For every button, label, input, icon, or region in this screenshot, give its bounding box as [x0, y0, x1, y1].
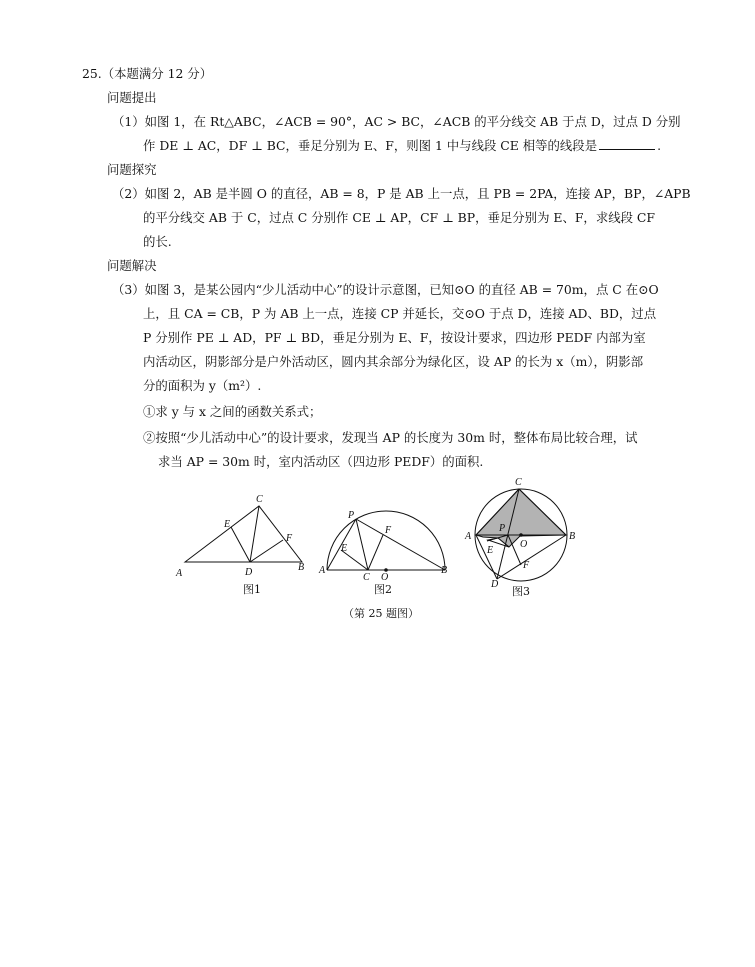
q3-line-3: P 分别作 PE ⊥ AD，PF ⊥ BD，垂足分别为 E、F，按设计要求，四边形 PEDF 内部为室	[143, 330, 646, 345]
fig2-caption: 图2	[374, 583, 392, 596]
fig3-label-f: F	[523, 560, 530, 571]
q3-line-4: 内活动区，阴影部分是户外活动区，圆内其余部分为绿化区，设 AP 的长为 x（m），阴影部	[143, 354, 644, 369]
fig1-label-e: E	[224, 519, 231, 530]
fig3-caption: 图3	[512, 585, 530, 598]
fig2-segment-cf	[368, 535, 383, 570]
fig1-label-a: A	[176, 568, 183, 579]
section-title-1: 问题提出	[107, 90, 157, 105]
fig2-label-b: B	[441, 565, 448, 576]
fig3-label-p: P	[499, 523, 506, 534]
fig1-label-d: D	[245, 567, 253, 578]
section-title-2: 问题探究	[107, 162, 157, 177]
q3-sub-2-line-2: 求当 AP = 30m 时，室内活动区（四边形 PEDF）的面积.	[158, 454, 484, 469]
q2-line-2: 的平分线交 AB 于 C，过点 C 分别作 CE ⊥ AP，CF ⊥ BP，垂足分别为 E、F，求线段 CF	[143, 210, 656, 225]
q2-line-1: （2）如图 2，AB 是半圆 O 的直径，AB = 8，P 是 AB 上一点，且 PB = 2PA，连接 AP，BP，∠APB	[112, 186, 691, 201]
fig2-label-a: A	[319, 565, 326, 576]
q1-line-2-text: 作 DE ⊥ AC，DF ⊥ BC，垂足分别为 E、F，则图 1 中与线段 CE 相等的线段是	[143, 138, 598, 153]
figure-1-labels	[175, 494, 304, 596]
fig3-label-c: C	[515, 477, 522, 488]
fig2-label-e: E	[341, 543, 348, 554]
fig1-label-f: F	[286, 533, 293, 544]
fig3-label-e: E	[487, 545, 494, 556]
figure-2-labels	[318, 510, 447, 596]
fig1-triangle-abc	[185, 506, 302, 562]
figure-2	[327, 511, 445, 570]
fig3-label-d: D	[491, 579, 499, 590]
q3-sub-2-line-1: ②按照“少儿活动中心”的设计要求，发现当 AP 的长度为 30m 时，整体布局比较合理，试	[143, 430, 638, 445]
fig2-semicircle	[327, 511, 445, 570]
fig3-label-a: A	[465, 531, 472, 542]
figure-1	[185, 506, 302, 562]
fig1-label-c: C	[256, 494, 263, 505]
section-title-3: 问题解决	[107, 258, 157, 273]
group-caption: （第 25 题图）	[343, 607, 419, 620]
fig1-segment-df	[250, 540, 283, 562]
fig1-caption: 图1	[243, 583, 261, 596]
fig2-label-p: P	[348, 510, 355, 521]
fig2-label-o: O	[381, 572, 389, 583]
q1-line-2-end: .	[657, 138, 662, 153]
fig2-label-f: F	[385, 525, 392, 536]
problem-header: 25.（本题满分 12 分）	[82, 66, 213, 81]
q3-line-1: （3）如图 3，是某公园内“少儿活动中心”的设计示意图，已知⊙O 的直径 AB = 70m，点 C 在⊙O	[112, 282, 659, 297]
fig3-label-o: O	[520, 539, 528, 550]
q3-line-2: 上，且 CA = CB，P 为 AB 上一点，连接 CP 并延长，交⊙O 于点 D，连接 AD、BD，过点	[143, 306, 657, 321]
q1-line-1: （1）如图 1，在 Rt△ABC，∠ACB = 90°，AC > BC，∠ACB 的平分线交 AB 于点 D，过点 D 分别	[112, 114, 681, 129]
fig3-label-b: B	[569, 531, 576, 542]
q3-line-5: 分的面积为 y（m²）.	[143, 378, 262, 393]
fig1-label-b: B	[298, 562, 305, 573]
fig1-segment-de	[231, 527, 250, 562]
fig1-segment-cd	[250, 506, 259, 562]
q2-line-3: 的长.	[143, 234, 172, 249]
fig3-center-dot	[519, 533, 523, 537]
fig2-segment-pb	[356, 519, 445, 570]
fig2-label-c: C	[363, 572, 370, 583]
q3-sub-1: ①求 y 与 x 之间的函数关系式；	[143, 404, 322, 419]
